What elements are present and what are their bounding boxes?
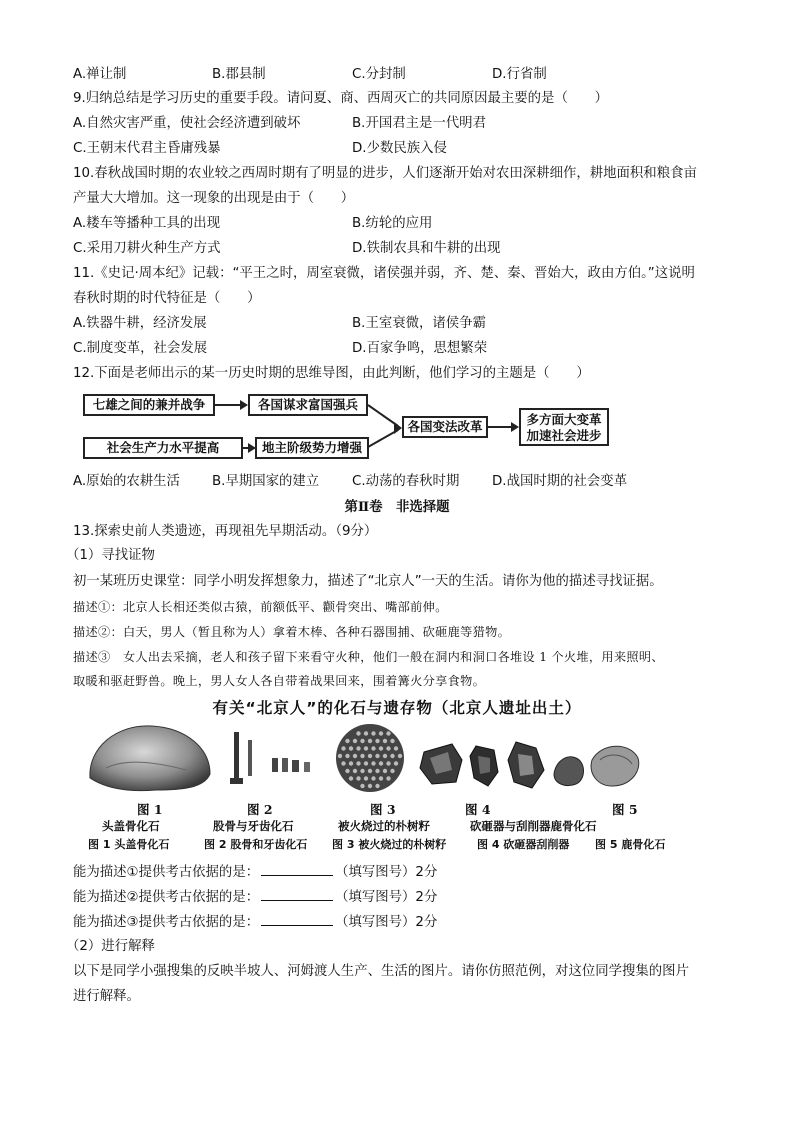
answer-3-suffix: （填写图号）2分 (335, 915, 438, 930)
q12-stem: 12.下面是老师出示的某一历史时期的思维导图，由此判断，他们学习的主题是（ ） (73, 366, 590, 381)
answer-3-blank[interactable] (261, 913, 333, 926)
q10-option-a: A.耧车等播种工具的出现 (73, 216, 221, 231)
q12-option-b: B.早期国家的建立 (212, 474, 320, 489)
handwritten-caption-3: 被火烧过的朴树籽 (338, 819, 430, 833)
printed-caption-4: 图 4 砍砸器刮削器 (477, 838, 570, 851)
mindmap-box-productivity: 社会生产力水平提高 (83, 437, 243, 459)
mindmap-connectors (368, 400, 404, 456)
mindmap-box-strong: 各国谋求富国强兵 (248, 394, 368, 416)
q11-option-b: B.王室衰微，诸侯争霸 (352, 316, 486, 331)
answer-2-prefix: 能为描述②提供考古依据的是： (73, 890, 260, 905)
q8-option-b: B.郡县制 (212, 67, 266, 82)
q11-option-c: C.制度变革，社会发展 (73, 341, 208, 356)
q13-part2-text-line1: 以下是同学小强搜集的反映半坡人、河姆渡人生产、生活的图片。请你仿照范例，对这位同学搜集的图片 (73, 964, 689, 979)
mindmap-box-change (519, 408, 609, 446)
handwritten-caption-2: 股骨与牙齿化石 (213, 819, 294, 833)
answer-1-blank[interactable] (261, 863, 333, 876)
answer-2-blank[interactable] (261, 888, 333, 901)
q13-description-1: 描述①：北京人长相还类似古猿，前额低平、颧骨突出、嘴部前伸。 (73, 600, 448, 614)
section-title: 第Ⅱ卷 非选择题 (344, 499, 450, 515)
answer-row-1 (73, 863, 437, 882)
q11-option-d: D.百家争鸣，思想繁荣 (352, 341, 488, 356)
answer-2-suffix: （填写图号）2分 (335, 890, 438, 905)
printed-caption-2: 图 2 股骨和牙齿化石 (204, 838, 308, 851)
mindmap-arrow (215, 404, 241, 406)
q9-option-d: D.少数民族入侵 (352, 141, 447, 156)
q11-option-a: A.铁器牛耕，经济发展 (73, 316, 207, 331)
mindmap-box-reform: 各国变法改革 (402, 416, 488, 438)
figure-title: 有关“北京人”的化石与遗存物（北京人遗址出土） (212, 699, 582, 717)
q13-description-3-line2: 取暖和驱赶野兽。晚上，男人女人各自带着战果回来，围着篝火分享食物。 (73, 674, 486, 688)
stone-tool-image (506, 740, 546, 790)
printed-caption-1: 图 1 头盖骨化石 (88, 838, 170, 851)
figure-number-3: 图 3 (370, 802, 396, 817)
handwritten-caption-4: 砍砸器与刮削器鹿骨化石 (470, 819, 597, 833)
skull-fossil-image (86, 718, 214, 798)
q13-part2-text-line2: 进行解释。 (73, 989, 140, 1004)
deer-bone-fossil-image (546, 736, 642, 792)
printed-caption-5: 图 5 鹿骨化石 (595, 838, 666, 851)
q11-stem-line1: 11.《史记·周本纪》记载：“平王之时，周室衰微，诸侯强并弱，齐、楚、秦、晋始大，政由方伯。”这说明 (73, 266, 695, 281)
mindmap-box-wars: 七雄之间的兼并战争 (83, 394, 215, 416)
q13-description-2: 描述②：白天，男人（暂且称为人）拿着木棒、各种石器围捕、砍砸鹿等猎物。 (73, 625, 511, 639)
q9-stem: 9.归纳总结是学习历史的重要手段。请问夏、商、西周灭亡的共同原因最主要的是（ ） (73, 91, 609, 106)
q9-option-a: A.自然灾害严重，使社会经济遭到破坏 (73, 116, 301, 131)
q10-option-c: C.采用刀耕火种生产方式 (73, 241, 221, 256)
q12-option-c: C.动荡的春秋时期 (352, 474, 460, 489)
q9-option-b: B.开国君主是一代明君 (352, 116, 486, 131)
q11-stem-line2: 春秋时期的时代特征是（ ） (73, 291, 261, 306)
figure-number-1: 图 1 (137, 802, 163, 817)
answer-1-prefix: 能为描述①提供考古依据的是： (73, 865, 260, 880)
answer-1-suffix: （填写图号）2分 (335, 865, 438, 880)
scraper-tool-image (468, 742, 502, 790)
q8-option-c: C.分封制 (352, 67, 406, 82)
printed-caption-3: 图 3 被火烧过的朴树籽 (332, 838, 447, 851)
answer-row-2 (73, 888, 437, 907)
mindmap-box-landlord: 地主阶级势力增强 (255, 437, 369, 459)
figure-number-2: 图 2 (247, 802, 273, 817)
mindmap-box-change-line2: 加速社会进步 (526, 428, 602, 443)
chopper-tool-image (418, 740, 466, 788)
q13-part1-title: （1）寻找证物 (66, 548, 155, 563)
q10-stem-line2: 产量大大增加。这一现象的出现是由于（ ） (73, 191, 355, 206)
q13-part1-intro: 初一某班历史课堂：同学小明发挥想象力，描述了“北京人”一天的生活。请你为他的描述寻找证据。 (73, 574, 663, 589)
mindmap-arrow (243, 447, 249, 449)
answer-row-3 (73, 913, 437, 932)
handwritten-caption-1: 头盖骨化石 (102, 819, 160, 833)
mindmap-arrow (488, 426, 512, 428)
q13-stem: 13.探索史前人类遗迹，再现祖先早期活动。（9分） (73, 524, 378, 539)
q10-option-d: D.铁制农具和牛耕的出现 (352, 241, 501, 256)
q10-option-b: B.纺轮的应用 (352, 216, 433, 231)
q8-option-d: D.行省制 (492, 67, 547, 82)
q13-description-3-line1: 描述③ 女人出去采摘，老人和孩子留下来看守火种，他们一般在洞内和洞口各堆设 1 个火堆，用来照明、 (73, 650, 664, 664)
figure-number-5: 图 5 (612, 802, 638, 817)
figure-number-4: 图 4 (465, 802, 491, 817)
mindmap-box-change-line1: 多方面大变革 (526, 412, 602, 427)
burnt-seeds-image (330, 716, 410, 800)
q12-option-a: A.原始的农耕生活 (73, 474, 180, 489)
q13-part2-title: （2）进行解释 (66, 939, 155, 954)
q10-stem-line1: 10.春秋战国时期的农业较之西周时期有了明显的进步，人们逐渐开始对农田深耕细作，耕地面积和粮食亩 (73, 166, 697, 181)
q12-option-d: D.战国时期的社会变革 (492, 474, 628, 489)
q9-option-c: C.王朝末代君主昏庸残暴 (73, 141, 221, 156)
femur-teeth-image (224, 728, 318, 790)
answer-3-prefix: 能为描述③提供考古依据的是： (73, 915, 260, 930)
q8-option-a: A.禅让制 (73, 67, 127, 82)
